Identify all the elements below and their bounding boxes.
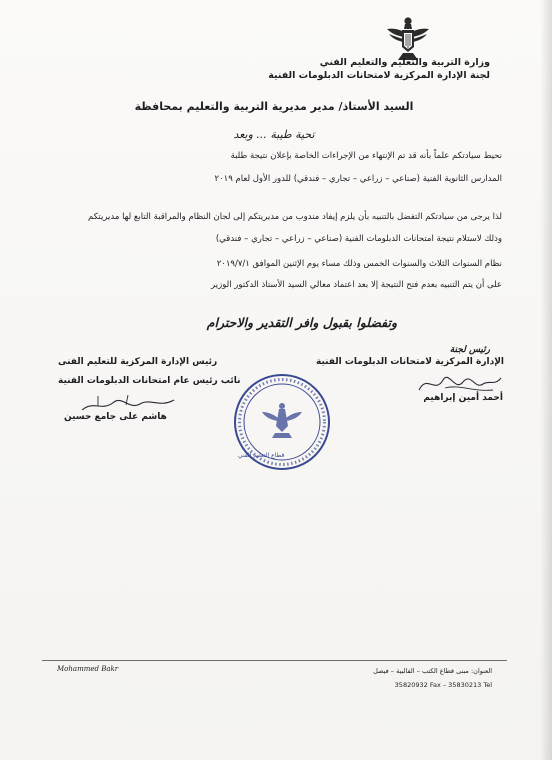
letter-paragraph-line: نظام السنوات الثلاث والسنوات الخمس وذلك مساء يوم الإثنين الموافق ٢٠١٩/٧/١	[216, 259, 502, 269]
letter-paragraph-line: على أن يتم التنبيه بعدم فتح النتيجة إلا بعد اعتماد معالي السيد الأستاذ الدكتور الوزير	[211, 280, 502, 290]
letter-paragraph-line: وذلك لاستلام نتيجة امتحانات الدبلومات الفنية (صناعي – زراعي – تجاري – فندقي)	[215, 234, 502, 244]
letter-paragraph-line: نحيط سيادتكم علماً بأنه قد تم الإنتهاء من الإجراءات الخاصة بإعلان نتيجة طلبة	[230, 151, 502, 161]
left-signatory-name: هاشم على جامع حسين	[64, 412, 167, 422]
letter-greeting: تحية طيبة ... وبعد	[233, 128, 315, 141]
ministry-name: وزارة التربية والتعليم والتعليم الفني	[319, 57, 490, 68]
stamp-inscription: قطاع التعليم الفني	[238, 452, 285, 459]
right-signatory-name: أحمد أمين إبراهيم	[423, 393, 503, 403]
letter-closing: وتفضلوا بقبول وافر التقدير والاحترام	[206, 315, 397, 330]
letter-paragraph-line: المدارس الثانوية الفنية (صناعي – زراعي – تجاري – فندقي) للدور الأول لعام ٢٠١٩	[214, 174, 502, 184]
left-signatory-subtitle: نائب رئيس عام امتحانات الدبلومات الفنية	[58, 376, 241, 386]
letter-recipient: السيد الأستاذ/ مدير مديرية التربية والتعليم بمحافظة	[134, 100, 414, 113]
committee-name: لجنة الإدارة المركزية لامتحانات الدبلومات الفنية	[268, 70, 490, 81]
footer-typist-signature: Mohammed Bakr	[57, 665, 119, 673]
footer-address: العنوان: مبنى قطاع الكتب – الفالبية – فيصل	[373, 667, 492, 675]
right-signatory-title: رئيس لجنة	[449, 345, 490, 355]
footer-phone-numbers: 35820932 Fax – 35830213 Tel	[394, 681, 492, 689]
egypt-eagle-emblem-icon	[385, 15, 431, 63]
letter-paragraph-line: لذا يرجى من سيادتكم التفضل بالتنبيه بأن يلزم إيفاد مندوب من مديريتكم إلى لجان النظام والمراقبة التابع لها مديريتكم	[88, 212, 502, 222]
right-signatory-department: الإدارة المركزية لامتحانات الدبلومات الفنية	[315, 357, 504, 367]
left-signatory-title: رئيس الإدارة المركزية للتعليم الفنى	[58, 357, 218, 367]
footer-divider	[42, 660, 507, 661]
